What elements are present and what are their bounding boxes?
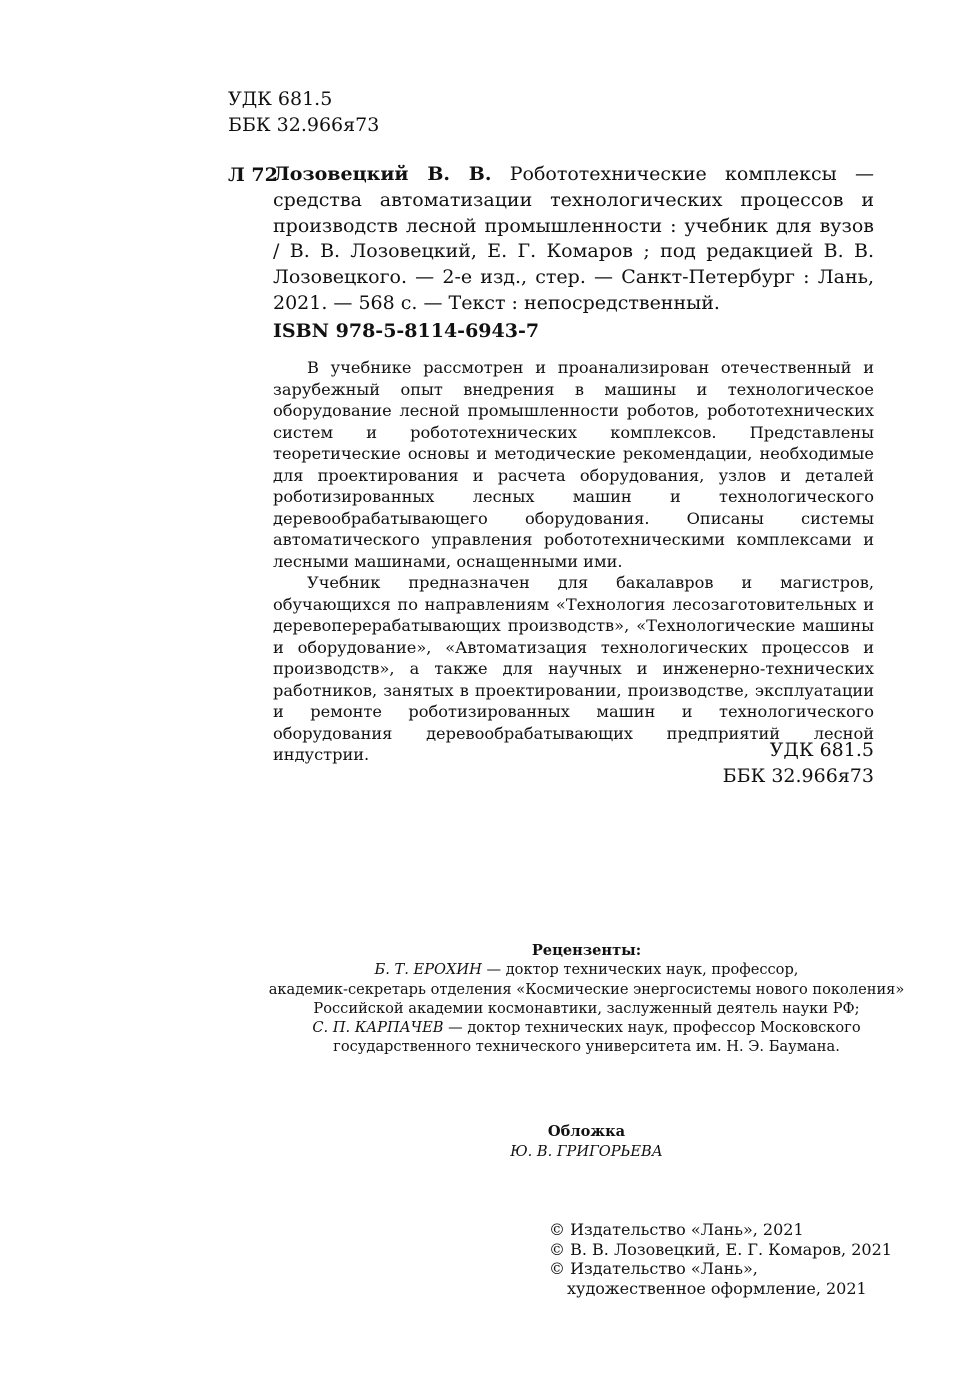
cover-designer: Ю. В. ГРИГОРЬЕВА: [510, 1142, 663, 1160]
copyright-design-line-1: © Издательство «Лань»,: [549, 1259, 758, 1278]
bibliographic-entry: [273, 162, 874, 317]
bottom-udk: УДК 681.5: [769, 739, 874, 761]
top-classification-codes: [228, 86, 379, 138]
reviewers-block: [230, 941, 943, 1057]
cover-heading: Обложка: [547, 1123, 626, 1140]
reviewers-heading: Рецензенты:: [531, 942, 642, 959]
entry-author: Лозовецкий В. В.: [273, 163, 492, 185]
annotation-paragraph-1: В учебнике рассмотрен и проанализирован отечественный и зарубежный опыт внедрения в машины и технологическое оборудование лесной промышленности роботов, робототехнических систем и робототехнических комплексов. Представлены теоретические основы и методические рекомендации, необходимые для проектирования и расчета оборудования, узлов и деталей роботизированных лесных машин и технологического деревообрабатывающего оборудования. Описаны системы автоматического управления робототехническими комплексами и лесными машинами, оснащенными ими.: [273, 358, 874, 571]
reviewer-1-line-3: Российской академии космонавтики, заслуженный деятель науки РФ;: [313, 999, 860, 1017]
annotation-paragraph-2: Учебник предназначен для бакалавров и магистров, обучающихся по направлениям «Технология лесозаготовительных и деревоперерабатывающих производств», «Технологические машины и оборудование», «Автоматизация технологических процессов и производств», а также для научных и инженерно-технических работников, занятых в проектировании, производстве, эксплуатации и ремонте роботизированных машин и технологического оборудования деревообрабатывающих предприятий лесной индустрии.: [273, 573, 874, 764]
bottom-classification-codes: [723, 737, 874, 789]
reviewer-2-name: С. П. КАРПАЧЕВ: [312, 1019, 444, 1037]
entry-description: Робототехнические комплексы — средства автоматизации технологических процессов и производств лесной промышленности : учебник для вузов / В. В. Лозовецкий, Е. Г. Комаров ; под редакцией В. В. Лозовецкого. — 2-е изд., стер. — Санкт-Петербург : Лань, 2021. — 568 с. — Текст : непосредственный.: [273, 163, 874, 314]
reviewer-1-title: — доктор технических наук, профессор,: [481, 961, 799, 979]
reviewer-1-line-1: [230, 960, 943, 979]
isbn: ISBN 978-5-8114-6943-7: [273, 320, 540, 342]
copyright-authors: © В. В. Лозовецкий, Е. Г. Комаров, 2021: [549, 1239, 892, 1259]
reviewer-2-line-2: государственного технического университета им. Н. Э. Баумана.: [333, 1038, 840, 1056]
reviewer-1-name: Б. Т. ЕРОХИН: [374, 961, 482, 979]
copyright-design-line-2: художественное оформление, 2021: [567, 1278, 867, 1298]
top-udk: УДК 681.5: [228, 88, 333, 110]
bottom-bbk: ББК 32.966я73: [722, 765, 874, 787]
annotation: [273, 357, 874, 766]
copyright-publisher: © Издательство «Лань», 2021: [549, 1220, 804, 1239]
top-bbk: ББК 32.966я73: [228, 114, 380, 136]
cover-credit: [230, 1122, 943, 1161]
reviewer-2-title: — доктор технических наук, профессор Московского: [443, 1019, 861, 1037]
author-mark: Л 72: [228, 164, 278, 186]
copyright-block: [549, 1220, 892, 1298]
reviewer-2-line-1: [230, 1018, 943, 1037]
reviewer-1-line-2: академик-секретарь отделения «Космические энергосистемы нового поколения»: [268, 980, 905, 998]
